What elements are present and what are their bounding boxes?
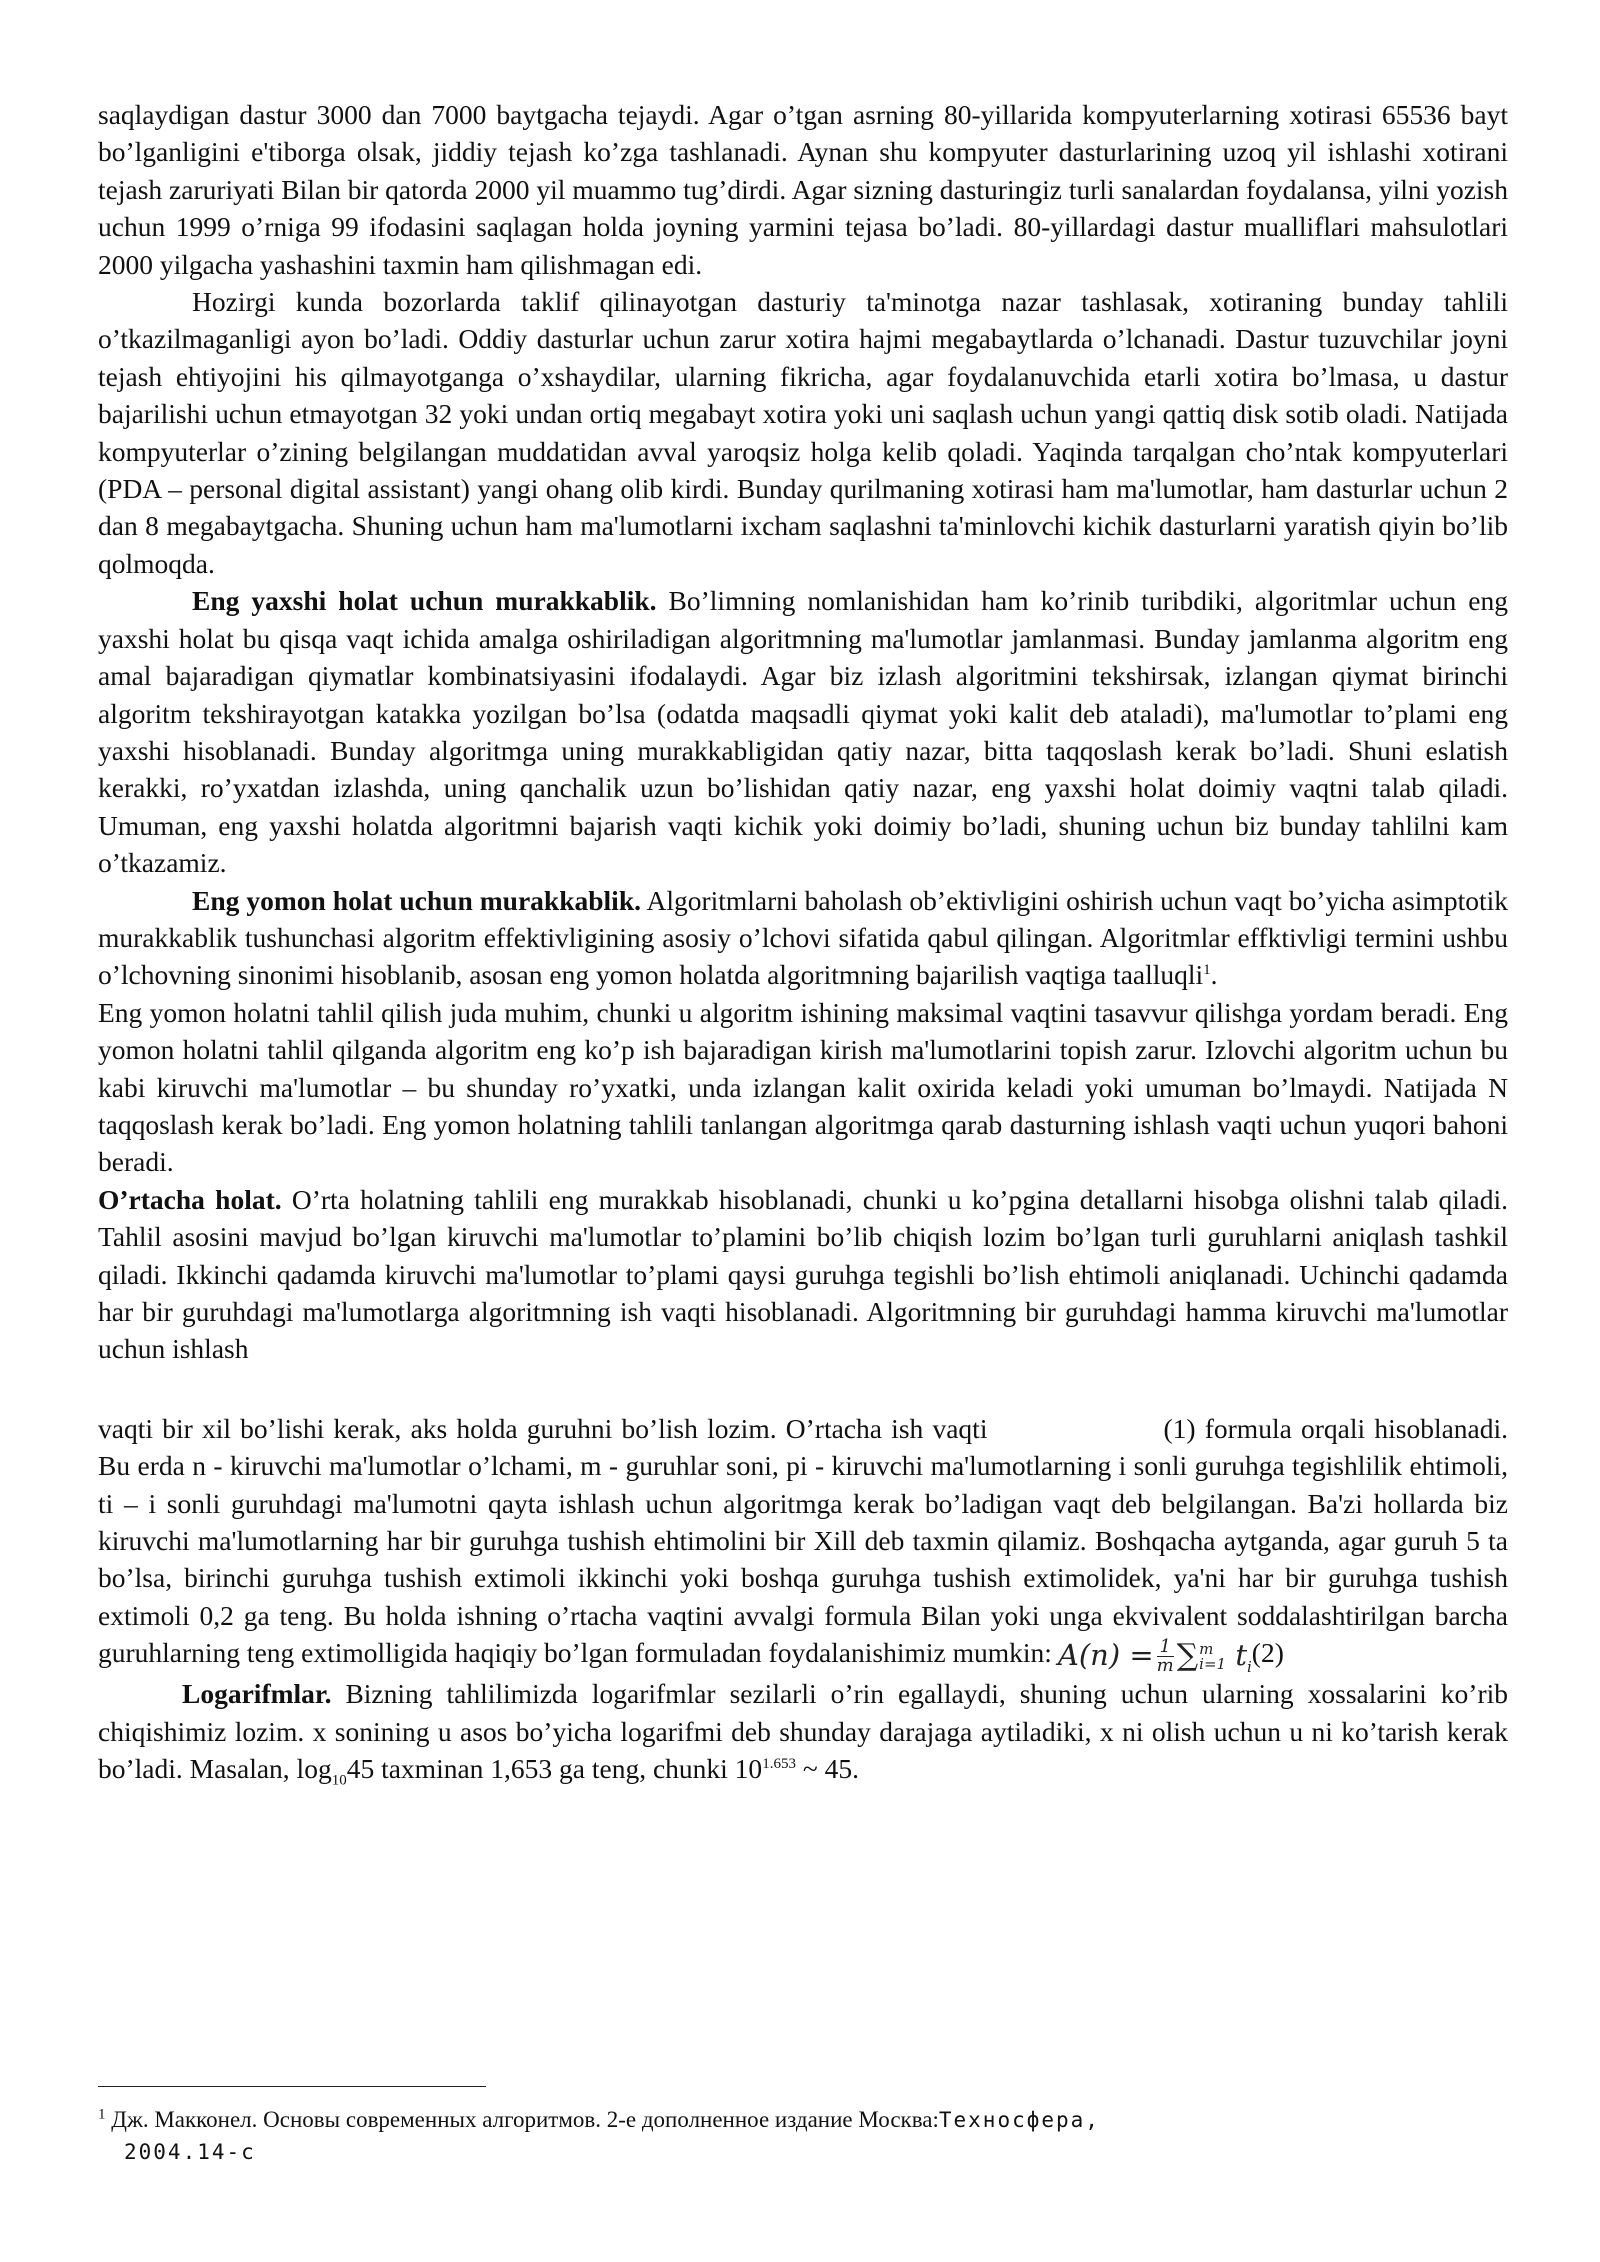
footnote-reference[interactable]: 1 — [1203, 962, 1211, 979]
worst-case-end: . — [1210, 959, 1218, 991]
heading-worst-case: Eng yomon holat uchun murakkablik. — [192, 884, 641, 916]
paragraph-software-market: Hozirgi kunda bozorlarda taklif qilinayotgan dasturiy ta'minotga nazar tashlasak, xotiraning bunday tahlili o’tkazilmaganligi ayon bo’ladi. Oddiy dasturlar uchun zarur xotira hajmi megabaytlarda o’lchanadi. Dastur tuzuvchilar joyni tejash ehtiyojini his qilmayotganga o’xshaydilar, ularning fikricha, agar foydalanuvchida etarli xotira bo’lmasa, u dastur bajarilishi uchun etmayotgan 32 yoki undan ortiq megabayt xotira yoki uni saqlash uchun yangi qattiq disk sotib oladi. Natijada kompyuterlar o’zining belgilangan muddatidan avval yaroqsiz holga kelib qoladi. Yaqinda tarqalgan cho’ntak kompyuterlari (PDA – personal digital assistant) yangi ohang olib kirdi. Bunday qurilmaning xotirasi ham ma'lumotlar, ham dasturlar uchun 2 dan 8 megabaytgacha. Shuning uchun ham ma'lumotlarni ixcham saqlashni ta'minlovchi kichik dasturlarni yaratish qiyin bo’lib qolmoqda. — [98, 286, 1508, 579]
paragraph-memory-saving: saqlaydigan dastur 3000 dan 7000 baytgacha tejaydi. Agar o’tgan asrning 80-yillarida kompyuterlarning xotirasi 65536 bayt bo’lganligini e'tiborga olsak, jiddiy tejash ko’zga tashlanadi. Aynan shu kompyuter dasturlarining uzoq yil ishlashi xotirani tejash zaruriyati Bilan bir qatorda 2000 yil muammo tug’dirdi. Agar sizning dasturingiz turli sanalardan foydalansa, yilni yozish uchun 1999 o’rniga 99 ifodasini saqlagan holda joyning yarmini tejasa bo’ladi. 80-yillardagi dastur mualliflari mahsulotlari 2000 yilgacha yashashini taxmin ham qilishmagan edi. — [98, 99, 1508, 280]
worst-case-text: Algoritmlarni baholash ob’ektivligini oshirish uchun vaqt bo’yicha asimptotik murakkablik tushunchasi algoritm effektivligining asosiy o’lchovi sifatida qabul qilingan. Algoritmlar effktivligi termini ushbu o’lchovning sinonimi hisoblanib, asosan eng yomon holatda algoritmning bajarilish vaqtiga taalluqli — [98, 884, 1508, 991]
formula-fraction: $\frac{1}{m}$ — [1156, 1636, 1174, 1677]
paragraph-best-case — [98, 582, 1508, 881]
footnote-line-2: 2004.14-c — [124, 2140, 256, 2164]
heading-logarithms: Logarifmlar. — [182, 1678, 332, 1710]
paragraph-worst-case — [98, 882, 1508, 994]
page-gap — [98, 1368, 1508, 1410]
footnote — [98, 2104, 1508, 2168]
average-case-text: O’rta holatning tahlili eng murakkab hisoblanadi, chunki u ko’pgina detallarni hisobga olishni talab qiladi. Tahlil asosini mavjud bo’lgan kiruvchi ma'lumotlar to’plamini bo’lib chiqish lozim bo’lgan turli guruhlarni aniqlash tashkil qiladi. Ikkinchi qadamda kiruvchi ma'lumotlar to’plami qaysi guruhga tegishli bo’lish ehtimoli aniqlanadi. Uchinchi qadamda har bir guruhdagi ma'lumotlarga algoritmning ish vaqti hisoblanadi. Algoritmning bir guruhdagi hamma kiruvchi ma'lumotlar uchun ishlash — [98, 1183, 1508, 1365]
average-time-text-a: vaqti bir xil bo’lishi kerak, aks holda guruhni bo’lish lozim. O’rtacha ish vaqti — [98, 1412, 988, 1444]
footnote-line-1: $^1$ Дж. Макконел. Основы современных алгоритмов. 2-е дополненное издание Москва:Техносфера, — [98, 2106, 1100, 2132]
best-case-text: Bo’limning nomlanishidan ham ko’rinib turibdiki, algoritmlar uchun eng yaxshi holat bu qisqa vaqt ichida amalga oshiriladigan algoritmning ma'lumotlar jamlanmasi. Bunday jamlanma algoritm eng amal bajaradigan qiymatlar kombinatsiyasini ifodalaydi. Agar biz izlash algoritmini tekshirsak, izlangan qiymat birinchi algoritm tekshirayotgan katakka yozilgan bo’lsa (odatda maqsadli qiymat yoki kalit deb ataladi), ma'lumotlar to’plami eng yaxshi hisoblanadi. Bunday algoritmga uning murakkabligidan qatiy nazar, bitta taqqoslash kerak bo’ladi. Shuni eslatish kerakki, ro’yxatdan izlashda, uning qanchalik uzun bo’lishidan qatiy nazar, eng yaxshi holat doimiy vaqtni talab qiladi. Umuman, eng yaxshi holatda algoritmni bajarish vaqti kichik yoki doimiy bo’ladi, shuning uchun biz bunday tahlilni kam o’tkazamiz. — [98, 585, 1508, 879]
sum-limits: m i=1 — [1199, 1639, 1227, 1673]
document-body — [98, 96, 1508, 1787]
formula-2-number: (2) — [1251, 1637, 1284, 1669]
formula-2-image: A(n) = $\frac{1}{m}$ ∑ m i=1 $t_i$ — [1057, 1636, 1252, 1677]
footnote-separator — [98, 2086, 486, 2087]
heading-best-case: Eng yaxshi holat uchun murakkablik. — [192, 585, 657, 617]
paragraph-average-time-formula — [98, 1410, 1508, 1675]
paragraph-worst-case-analysis: Eng yomon holatni tahlil qilish juda muhim, chunki u algoritm ishining maksimal vaqtini tasavvur qilishga yordam beradi. Eng yomon holatni tahlil qilganda algoritm eng ko’p ish bajaradigan kirish ma'lumotlarini topish zarur. Izlovchi algoritm uchun bu kabi kiruvchi ma'lumotlar – bu shunday ro’yxatki, unda izlangan kalit oxirida keladi yoki umuman bo’lmaydi. Natijada N taqqoslash kerak bo’ladi. Eng yomon holatning tahlili tanlangan algoritmga qarab dasturning ishlash vaqti uchun yuqori bahoni beradi. — [98, 996, 1508, 1178]
average-time-text-b: (1) formula orqali hisoblanadi. Bu erda n - kiruvchi ma'lumotlar o’lchami, m - guruhlar soni, pi - kiruvchi ma'lumotlarning i sonli guruhga tegishlilik ehtimoli, ti – i sonli guruhdagi ma'lumotni qayta ishlash uchun algoritmga kerak bo’ladigan vaqt deb belgilangan. Ba'zi hollarda biz kiruvchi ma'lumotlarning har bir guruhga tushish ehtimolini bir Xill deb taxmin qilamiz. Boshqacha aytganda, agar guruh 5 ta bo’lsa, birinchi guruhga tushish extimoli ikkinchi yoki boshqa guruhga tushish extimolidek, ya'ni har bir guruhga tushish extimoli 0,2 ga teng. Bu holda ishning o’rtacha vaqtini avvalgi formula Bilan yoki unga ekvivalent soddalashtirilgan barcha guruhlarning teng extimolligida haqiqiy bo’lgan formuladan foydalanishimiz mumkin: — [98, 1412, 1509, 1669]
paragraph-average-case — [98, 1181, 1508, 1368]
heading-average-case: O’rtacha holat. — [98, 1183, 282, 1215]
paragraph-logarithms: Logarifmlar. Bizning tahlilimizda logarifmlar sezilarli o’rin egallaydi, shuning uchun ularning xossalarini ko’rib chiqishimiz lozim. x sonining u asos bo’yicha logarifmi deb shunday darajaga aytiladiki, x ni olish uchun u ni ko’tarish kerak bo’ladi. Masalan, $\log_{10}45$ taxminan 1,653 ga teng, chunki $10^{1.653}$ ~ 45. — [98, 1678, 1508, 1789]
